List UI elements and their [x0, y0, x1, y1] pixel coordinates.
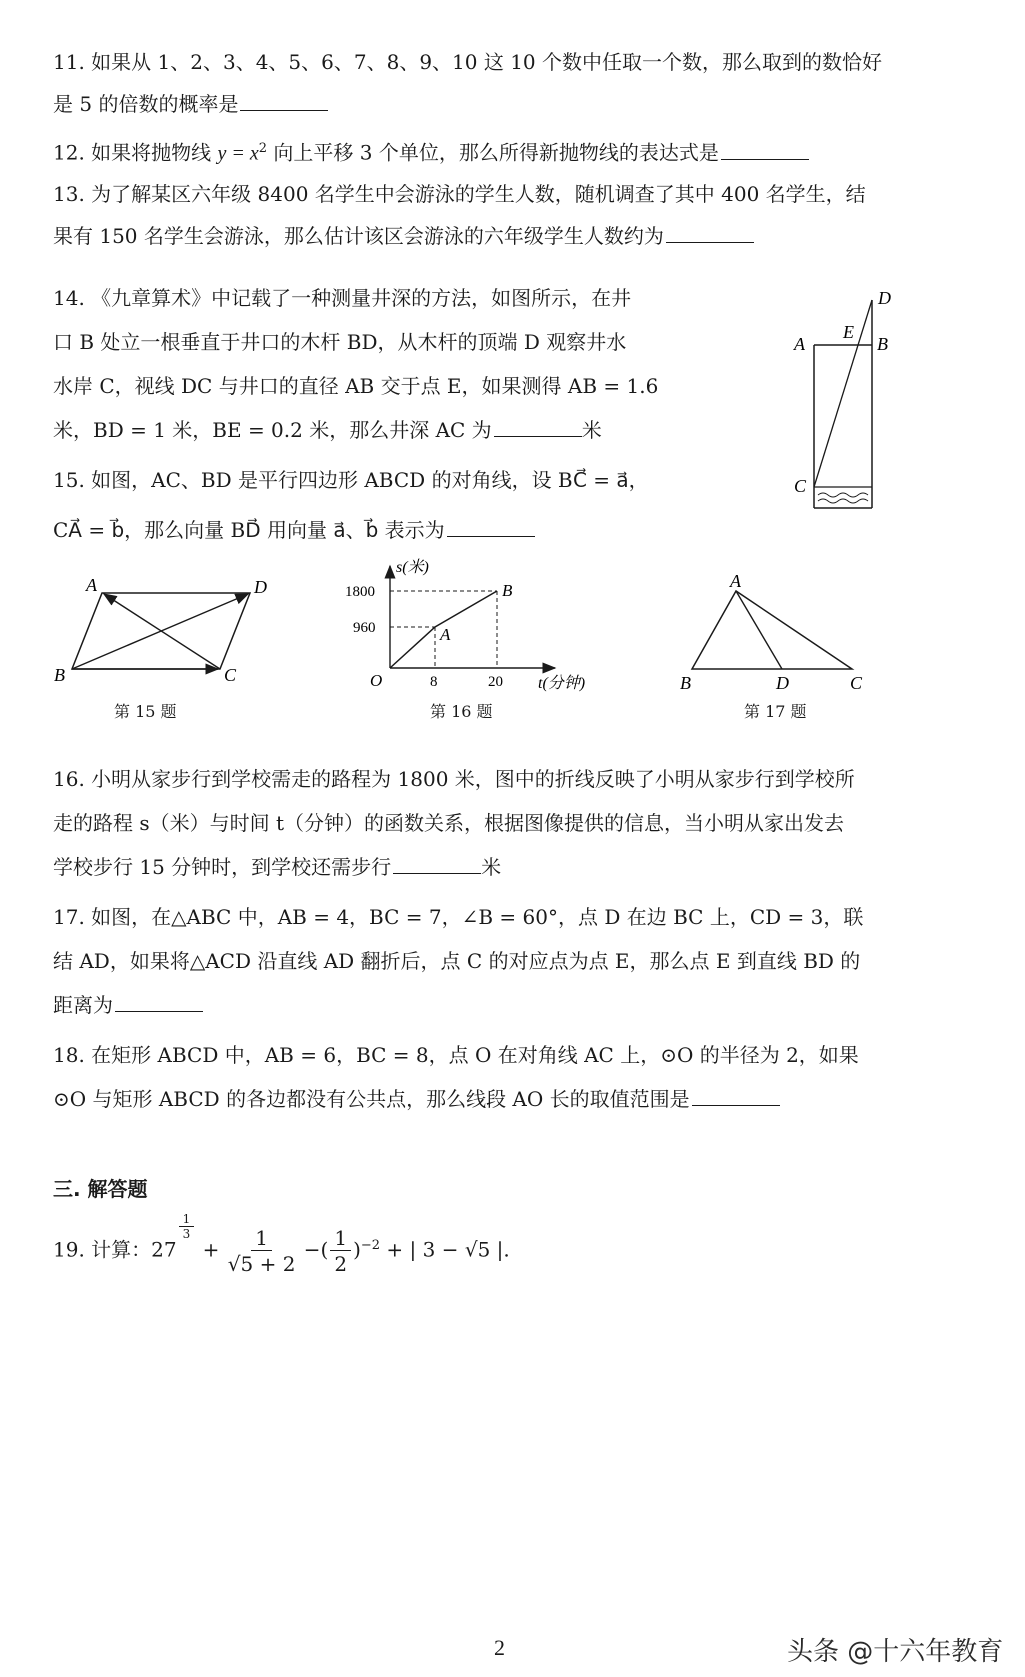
q11-line2 — [53, 90, 328, 118]
ytick-960: 960 — [353, 620, 376, 636]
q13-line1: 13. 为了解某区六年级 8400 名学生中会游泳的学生人数，随机调查了其中 400 名学生，结 — [53, 182, 866, 206]
section-heading: 三. 解答题 — [53, 1177, 148, 1201]
label-b: B — [680, 673, 691, 693]
label-b: B — [54, 665, 65, 685]
label-a: A — [86, 575, 97, 595]
q19-tail: + | 3 − √5 |. — [386, 1237, 510, 1262]
answer-blank — [692, 1085, 780, 1106]
answer-blank — [494, 416, 582, 437]
q16-line3 — [53, 853, 501, 881]
q14-text: 米，BD = 1 米，BE = 0.2 米，那么井深 AC 为 — [53, 418, 492, 442]
q19-base: 27 — [151, 1237, 177, 1262]
label-c: C — [850, 673, 863, 693]
distance-time-graph — [340, 558, 600, 698]
q19-neg-exp: −2 — [360, 1238, 381, 1253]
q16-unit: 米 — [481, 855, 502, 879]
q15-line2 — [53, 516, 535, 544]
q19-plus: + — [202, 1237, 220, 1262]
q19-pre: 19. 计算： — [53, 1237, 152, 1262]
q15-text: CA⃗ = b⃗，那么向量 BD⃗ 用向量 a⃗、b⃗ 表示为 — [53, 518, 445, 542]
well-figure — [780, 290, 920, 520]
water-wave — [818, 493, 868, 497]
q17-line2: 结 AD，如果将△ACD 沿直线 AD 翻折后，点 C 的对应点为点 E，那么点 E 到直线 BD 的 — [53, 949, 861, 973]
xtick-20: 20 — [488, 674, 503, 690]
label-e: E — [843, 322, 854, 342]
q12-post: 向上平移 3 个单位，那么所得新抛物线的表达式是 — [267, 140, 719, 165]
answer-blank — [721, 139, 809, 160]
label-a: A — [794, 334, 805, 354]
label-b: B — [877, 334, 888, 354]
x-axis-label: t(分钟) — [538, 675, 586, 692]
q19-half: $\frac{1}{2}$ — [330, 1226, 351, 1277]
parallelogram-figure — [50, 575, 290, 685]
label-d: D — [254, 577, 267, 597]
label-c: C — [224, 665, 237, 685]
q12-math: y = x — [217, 142, 259, 165]
q12-line — [53, 135, 809, 168]
fig17-caption: 第 17 题 — [744, 702, 807, 721]
q16-text: 学校步行 15 分钟时，到学校还需步行 — [53, 855, 392, 879]
point-b-label: B — [502, 581, 513, 600]
triangle-figure — [670, 575, 870, 695]
segment-ad — [736, 591, 782, 669]
fig16-caption: 第 16 题 — [430, 702, 493, 721]
diagonal-ca — [104, 594, 220, 669]
q19-fraction: $\frac{1}{√5 + 2}$ — [227, 1225, 296, 1276]
ytick-1800: 1800 — [345, 584, 375, 600]
q14-line4 — [53, 416, 602, 444]
answer-blank — [447, 516, 535, 537]
answer-blank — [240, 90, 328, 111]
origin-label: O — [370, 671, 383, 690]
answer-blank — [666, 222, 754, 243]
q12-pre: 12. 如果将抛物线 — [53, 140, 218, 165]
diagonal-bd — [72, 594, 248, 669]
label-c: C — [794, 476, 807, 496]
triangle-abc — [692, 591, 852, 669]
q14-line1: 14. 《九章算术》中记载了一种测量井深的方法，如图所示，在井 — [53, 286, 632, 310]
q14-line3: 水岸 C，视线 DC 与井口的直径 AB 交于点 E，如果测得 AB = 1.6 — [53, 374, 659, 398]
q17-line1: 17. 如图，在△ABC 中，AB = 4，BC = 7，∠B = 60°，点 D 在边 BC 上，CD = 3，联 — [53, 905, 864, 929]
q11-line1: 11. 如果从 1、2、3、4、5、6、7、8、9、10 这 10 个数中任取一个数，那么取到的数恰好 — [53, 50, 883, 74]
q18-text: ⊙O 与矩形 ABCD 的各边都没有公共点，那么线段 AO 长的取值范围是 — [53, 1087, 690, 1111]
q18-line1: 18. 在矩形 ABCD 中，AB = 6，BC = 8，点 O 在对角线 AC 上，⊙O 的半径为 2，如果 — [53, 1043, 859, 1067]
fig15-caption: 第 15 题 — [114, 702, 177, 721]
q13-line2 — [53, 222, 754, 250]
watermark: 头条 @十六年教育 — [787, 1637, 1004, 1667]
q14-unit: 米 — [581, 418, 602, 442]
q19-line: 19. 计算：27 $\frac{1}{3}$ + $\frac{1}{√5 + 2}$ −( $\frac{1}{2}$ )$^{-2}$ + | 3 − √5 |. — [53, 1212, 510, 1276]
label-d: D — [776, 673, 789, 693]
q17-line3 — [53, 991, 203, 1019]
xtick-8: 8 — [430, 674, 438, 690]
answer-blank — [115, 991, 203, 1012]
q15-line1: 15. 如图，AC、BD 是平行四边形 ABCD 的对角线，设 BC⃗ = a⃗， — [53, 468, 649, 492]
q14-line2: 口 B 处立一根垂直于井口的木杆 BD，从木杆的顶端 D 观察井水 — [53, 330, 627, 354]
q12-sup: 2 — [258, 141, 268, 156]
q11-text: 是 5 的倍数的概率是 — [53, 92, 239, 116]
label-d: D — [878, 290, 891, 308]
page-number: 2 — [494, 1635, 505, 1660]
q19-exponent: $\frac{1}{3}$ — [179, 1212, 195, 1241]
answer-blank — [393, 853, 481, 874]
label-a: A — [730, 575, 741, 591]
q18-line2 — [53, 1085, 780, 1113]
q13-text: 果有 150 名学生会游泳，那么估计该区会游泳的六年级学生人数约为 — [53, 224, 664, 248]
q16-line2: 走的路程 s（米）与时间 t（分钟）的函数关系，根据图像提供的信息，当小明从家出发去 — [53, 811, 845, 835]
q16-line1: 16. 小明从家步行到学校需走的路程为 1800 米，图中的折线反映了小明从家步行到学校所 — [53, 767, 855, 791]
q17-text: 距离为 — [53, 993, 113, 1017]
q19-minus: −( — [303, 1237, 329, 1262]
water-wave — [818, 499, 868, 503]
point-a-label: A — [440, 625, 451, 644]
y-axis-label: s(米) — [396, 559, 429, 576]
